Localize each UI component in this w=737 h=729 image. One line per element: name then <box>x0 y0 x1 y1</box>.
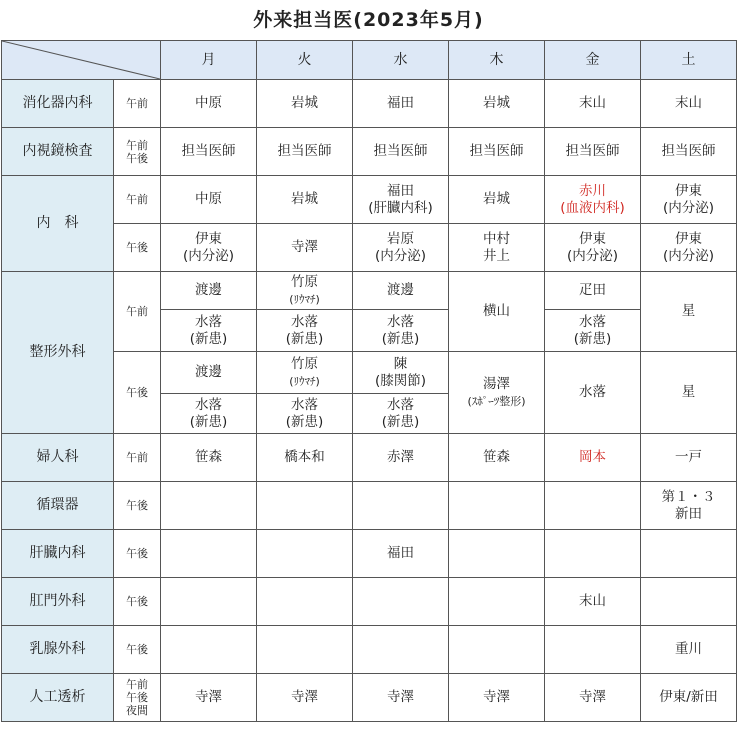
cell-seikei-pm-wed-2: 水落 (新患) <box>353 394 449 434</box>
cell-nyusen-sat: 重川 <box>641 626 737 674</box>
cell-seikei-am-fri-1: 疋田 <box>545 272 641 310</box>
cell-fujinka-sat: 一戸 <box>641 434 737 482</box>
time-label: 午後 <box>114 578 161 626</box>
cell-naika-am-sat: 伊東 (内分泌) <box>641 176 737 224</box>
cell-seikei-pm-mon-2: 水落 (新患) <box>161 394 257 434</box>
time-label: 午後 <box>114 530 161 578</box>
cell-naika-pm-wed: 岩原 (内分泌) <box>353 224 449 272</box>
cell-empty <box>449 626 545 674</box>
cell-fujinka-thu: 笹森 <box>449 434 545 482</box>
day-header-sat: 土 <box>641 41 737 80</box>
cell-seikei-am-tue-2: 水落 (新患) <box>257 310 353 352</box>
dept-junkanki: 循環器 <box>2 482 114 530</box>
cell-empty <box>257 578 353 626</box>
cell-touseki-thu: 寺澤 <box>449 674 545 722</box>
cell-empty <box>161 578 257 626</box>
cell-naika-am-fri: 赤川 (血液内科) <box>545 176 641 224</box>
diagonal-line <box>2 41 160 79</box>
cell-fujinka-mon: 笹森 <box>161 434 257 482</box>
cell-empty <box>353 482 449 530</box>
cell-empty <box>161 530 257 578</box>
cell-seikei-am-thu: 横山 <box>449 272 545 352</box>
cell-seikei-pm-fri: 水落 <box>545 352 641 434</box>
cell-seikei-pm-tue-2: 水落 (新患) <box>257 394 353 434</box>
time-label: 午後 <box>114 352 161 434</box>
day-header-thu: 木 <box>449 41 545 80</box>
dept-touseki: 人工透析 <box>2 674 114 722</box>
cell-seikei-am-tue-1: 竹原 (ﾘｳﾏﾁ) <box>257 272 353 310</box>
cell-naika-am-wed: 福田 (肝臓内科) <box>353 176 449 224</box>
cell-fujinka-tue: 橋本和 <box>257 434 353 482</box>
cell-empty <box>449 482 545 530</box>
cell-empty <box>545 482 641 530</box>
cell-empty <box>449 530 545 578</box>
cell-touseki-fri: 寺澤 <box>545 674 641 722</box>
dept-naika: 内 科 <box>2 176 114 272</box>
cell-naika-pm-sat: 伊東 (内分泌) <box>641 224 737 272</box>
cell-shoukaki-wed: 福田 <box>353 80 449 128</box>
cell-seikei-pm-wed-1: 陳 (膝関節) <box>353 352 449 394</box>
cell-seikei-pm-sat: 星 <box>641 352 737 434</box>
cell-koumon-fri: 末山 <box>545 578 641 626</box>
cell-touseki-tue: 寺澤 <box>257 674 353 722</box>
cell-kanzou-wed: 福田 <box>353 530 449 578</box>
dept-nyusen: 乳腺外科 <box>2 626 114 674</box>
dept-naishikyou: 内視鏡検査 <box>2 128 114 176</box>
cell-shoukaki-mon: 中原 <box>161 80 257 128</box>
dept-kanzou: 肝臓内科 <box>2 530 114 578</box>
cell-naishikyou-thu: 担当医師 <box>449 128 545 176</box>
cell-shoukaki-thu: 岩城 <box>449 80 545 128</box>
cell-seikei-pm-mon-1: 渡邊 <box>161 352 257 394</box>
cell-touseki-sat: 伊東/新田 <box>641 674 737 722</box>
dept-koumon: 肛門外科 <box>2 578 114 626</box>
cell-naika-pm-thu: 中村 井上 <box>449 224 545 272</box>
cell-junkanki-sat: 第１・３ 新田 <box>641 482 737 530</box>
time-label: 午後 <box>114 626 161 674</box>
time-label: 午前 <box>114 434 161 482</box>
cell-seikei-am-sat: 星 <box>641 272 737 352</box>
cell-empty <box>353 626 449 674</box>
cell-seikei-am-wed-1: 渡邊 <box>353 272 449 310</box>
page-title: 外来担当医(2023年5月) <box>253 9 484 31</box>
cell-empty <box>161 482 257 530</box>
cell-naishikyou-tue: 担当医師 <box>257 128 353 176</box>
cell-empty <box>641 530 737 578</box>
cell-empty <box>161 626 257 674</box>
day-header-mon: 月 <box>161 41 257 80</box>
cell-empty <box>353 578 449 626</box>
cell-empty <box>257 530 353 578</box>
cell-fujinka-wed: 赤澤 <box>353 434 449 482</box>
corner-cell <box>2 41 161 80</box>
cell-empty <box>545 626 641 674</box>
cell-naishikyou-sat: 担当医師 <box>641 128 737 176</box>
cell-naishikyou-mon: 担当医師 <box>161 128 257 176</box>
cell-naika-pm-tue: 寺澤 <box>257 224 353 272</box>
cell-naika-am-thu: 岩城 <box>449 176 545 224</box>
cell-shoukaki-sat: 末山 <box>641 80 737 128</box>
day-header-tue: 火 <box>257 41 353 80</box>
cell-seikei-am-wed-2: 水落 (新患) <box>353 310 449 352</box>
cell-naika-pm-fri: 伊東 (内分泌) <box>545 224 641 272</box>
cell-seikei-am-mon-2: 水落 (新患) <box>161 310 257 352</box>
cell-empty <box>449 578 545 626</box>
dept-seikei: 整形外科 <box>2 272 114 434</box>
cell-empty <box>641 578 737 626</box>
time-label: 午前 午後 夜間 <box>114 674 161 722</box>
cell-shoukaki-tue: 岩城 <box>257 80 353 128</box>
dept-fujinka: 婦人科 <box>2 434 114 482</box>
cell-empty <box>545 530 641 578</box>
cell-seikei-am-mon-1: 渡邊 <box>161 272 257 310</box>
cell-fujinka-fri: 岡本 <box>545 434 641 482</box>
cell-touseki-wed: 寺澤 <box>353 674 449 722</box>
dept-shoukaki: 消化器内科 <box>2 80 114 128</box>
time-label: 午前 <box>114 176 161 224</box>
schedule-table <box>1 40 737 722</box>
cell-seikei-am-fri-2: 水落 (新患) <box>545 310 641 352</box>
day-header-wed: 水 <box>353 41 449 80</box>
cell-empty <box>257 626 353 674</box>
cell-seikei-pm-tue-1: 竹原 (ﾘｳﾏﾁ) <box>257 352 353 394</box>
cell-naishikyou-fri: 担当医師 <box>545 128 641 176</box>
time-label: 午後 <box>114 224 161 272</box>
day-header-fri: 金 <box>545 41 641 80</box>
time-label: 午後 <box>114 482 161 530</box>
cell-naika-am-tue: 岩城 <box>257 176 353 224</box>
cell-naishikyou-wed: 担当医師 <box>353 128 449 176</box>
cell-shoukaki-fri: 末山 <box>545 80 641 128</box>
cell-seikei-pm-thu: 湯澤 (ｽﾎﾟｰﾂ整形) <box>449 352 545 434</box>
cell-touseki-mon: 寺澤 <box>161 674 257 722</box>
cell-naika-pm-mon: 伊東 (内分泌) <box>161 224 257 272</box>
time-label: 午前 <box>114 80 161 128</box>
cell-empty <box>257 482 353 530</box>
time-label: 午前 午後 <box>114 128 161 176</box>
cell-naika-am-mon: 中原 <box>161 176 257 224</box>
time-label: 午前 <box>114 272 161 352</box>
